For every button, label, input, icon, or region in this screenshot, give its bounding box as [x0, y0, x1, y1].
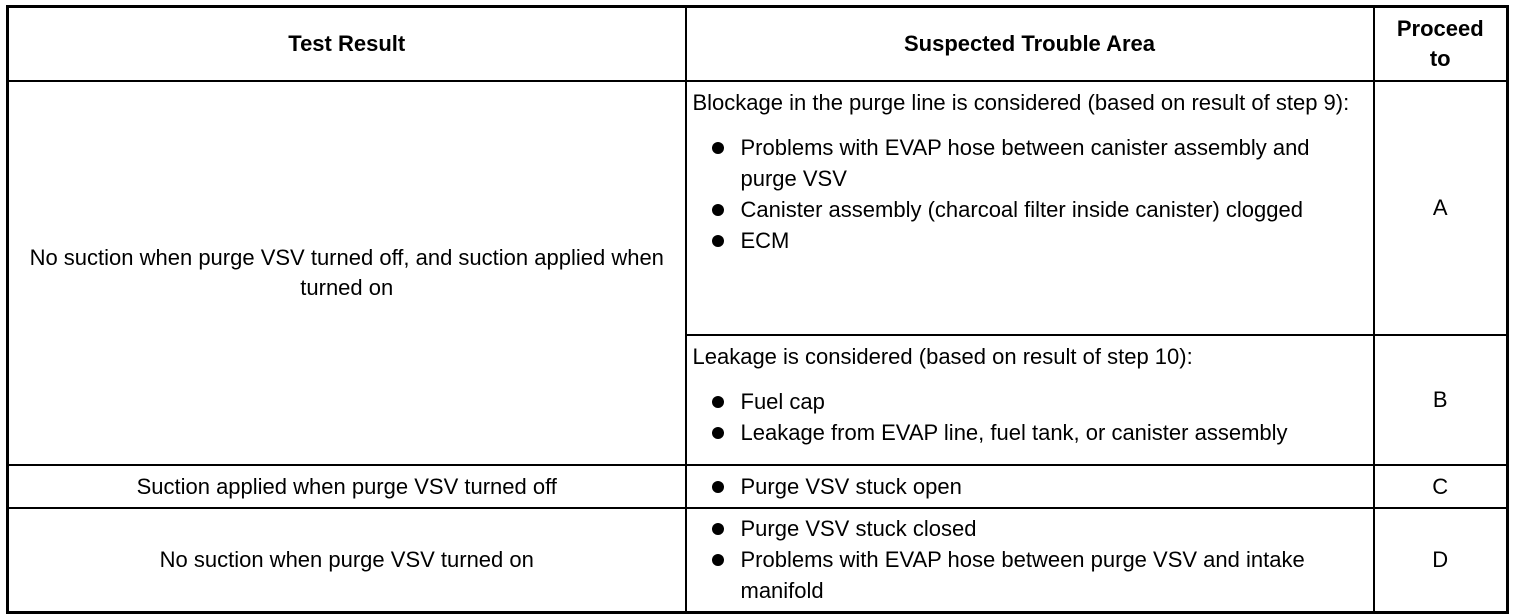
bullet-icon	[712, 204, 724, 216]
table-row	[8, 508, 1508, 612]
proceed-cell: A	[1374, 81, 1508, 335]
proceed-cell: C	[1374, 465, 1508, 508]
bullet-icon	[712, 481, 724, 493]
trouble-area-cell	[686, 508, 1374, 612]
trouble-area-table	[6, 5, 1509, 614]
proceed-cell: B	[1374, 335, 1508, 465]
bullet-icon	[712, 396, 724, 408]
bullet-icon	[712, 427, 724, 439]
table-row	[8, 81, 1508, 335]
trouble-area-list	[693, 386, 1367, 448]
trouble-area-cell	[686, 81, 1374, 335]
trouble-area-cell	[686, 465, 1374, 508]
trouble-area-intro: Leakage is considered (based on result of step 10):	[692, 344, 1193, 369]
header-test-result: Test Result	[8, 7, 686, 82]
bullet-icon	[712, 235, 724, 247]
list-item: ECM	[693, 225, 1367, 256]
test-result-cell: Suction applied when purge VSV turned off	[8, 465, 686, 508]
list-item: Purge VSV stuck closed	[693, 513, 1367, 544]
bullet-icon	[712, 142, 724, 154]
bullet-icon	[712, 523, 724, 535]
trouble-area-cell	[686, 335, 1374, 465]
header-proceed-to: Proceed to	[1374, 7, 1508, 82]
proceed-cell: D	[1374, 508, 1508, 612]
test-result-cell: No suction when purge VSV turned off, and suction applied when turned on	[8, 81, 686, 465]
table-row	[8, 465, 1508, 508]
list-item: Purge VSV stuck open	[693, 471, 1367, 502]
header-suspected-trouble-area: Suspected Trouble Area	[686, 7, 1374, 82]
bullet-icon	[712, 554, 724, 566]
trouble-area-list	[693, 471, 1367, 502]
trouble-area-intro: Blockage in the purge line is considered (based on result of step 9):	[692, 90, 1350, 115]
list-item: Problems with EVAP hose between purge VSV and intake manifold	[693, 544, 1367, 606]
list-item: Fuel cap	[693, 386, 1367, 417]
list-item: Problems with EVAP hose between canister assembly and purge VSV	[693, 132, 1367, 194]
header-row	[8, 7, 1508, 82]
trouble-area-list	[693, 132, 1367, 256]
list-item: Canister assembly (charcoal filter inside canister) clogged	[693, 194, 1367, 225]
list-item: Leakage from EVAP line, fuel tank, or canister assembly	[693, 417, 1367, 448]
test-result-cell: No suction when purge VSV turned on	[8, 508, 686, 612]
trouble-area-list	[693, 513, 1367, 606]
